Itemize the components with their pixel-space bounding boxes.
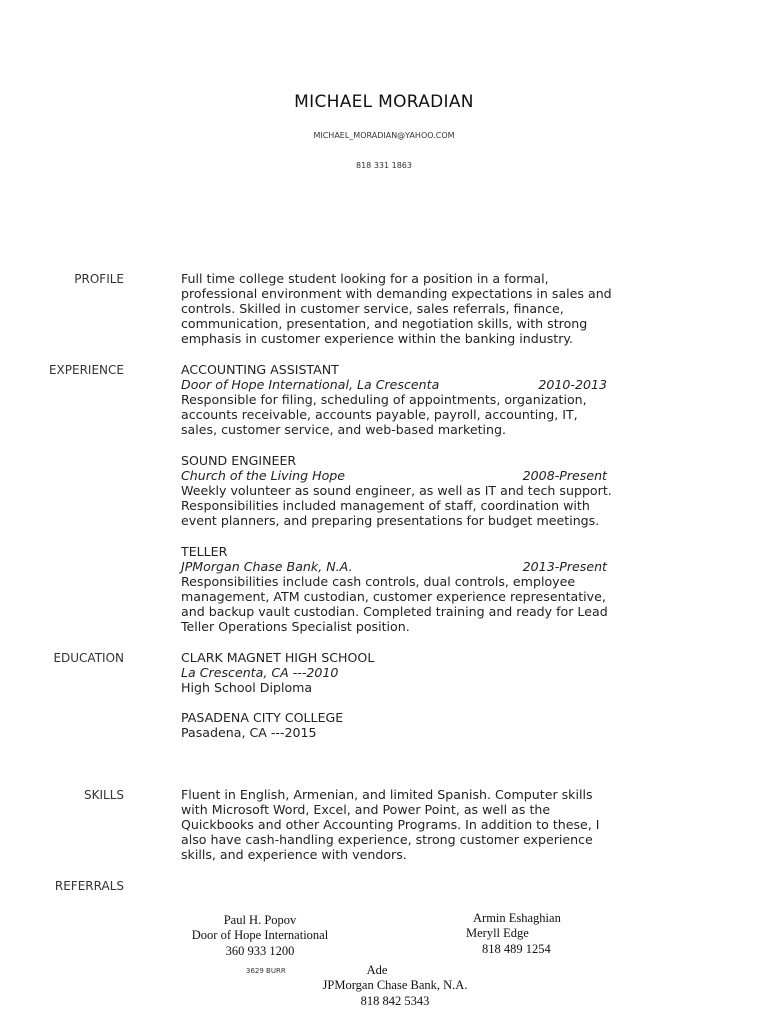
job-description-line: Weekly volunteer as sound engineer, as well as IT and tech support. (181, 483, 612, 499)
job-dates: 2008-Present (522, 468, 607, 484)
referral-2 (466, 911, 561, 957)
applicant-name: MICHAEL MORADIAN (294, 92, 474, 112)
section-label-experience: EXPERIENCE (48, 363, 124, 377)
profile-line: communication, presentation, and negotiation skills, with strong (181, 316, 588, 332)
job-organization: JPMorgan Chase Bank, N.A. (181, 559, 353, 575)
skills-text (181, 787, 621, 862)
job-description-line: Responsibilities include cash controls, dual controls, employee (181, 574, 576, 590)
experience-entry (181, 544, 621, 635)
profile-text (181, 271, 621, 346)
section-label-education: EDUCATION (53, 651, 124, 665)
referral-name: Paul H. Popov (223, 913, 297, 927)
school-name: PASADENA CITY COLLEGE (181, 710, 344, 725)
profile-line: emphasis in customer experience within the banking industry. (181, 331, 574, 347)
referral-1 (180, 913, 340, 959)
experience-entry (181, 453, 621, 528)
job-title: ACCOUNTING ASSISTANT (181, 362, 339, 377)
referral-name: Armin Eshaghian (473, 911, 561, 925)
job-description-line: Responsible for filing, scheduling of appointments, organization, (181, 392, 587, 408)
school-degree: High School Diploma (181, 680, 313, 696)
referral-organization: Door of Hope International (191, 928, 329, 943)
education-entry (181, 710, 621, 740)
job-title: SOUND ENGINEER (181, 453, 297, 468)
section-label-skills: SKILLS (83, 788, 124, 802)
profile-line: professional environment with demanding expectations in sales and (181, 286, 612, 302)
phone-number: 818 331 1863 (356, 161, 412, 170)
education-entry (181, 650, 621, 695)
referral-phone: 818 489 1254 (482, 941, 551, 956)
school-name: CLARK MAGNET HIGH SCHOOL (181, 650, 375, 665)
referral-phone: 360 933 1200 (225, 943, 295, 958)
job-description-line: Responsibilities included management of staff, coordination with (181, 498, 590, 514)
job-dates: 2013-Present (522, 559, 607, 575)
job-organization: Door of Hope International, La Crescenta (181, 377, 440, 393)
job-description-line: management, ATM custodian, customer experience representative, (181, 589, 606, 605)
skills-line: with Microsoft Word, Excel, and Power Point, as well as the (181, 802, 551, 818)
referral-organization: Meryll Edge (466, 926, 529, 941)
job-description-line: sales, customer service, and web-based marketing. (181, 422, 506, 438)
referral-organization: JPMorgan Chase Bank, N.A. (322, 978, 468, 993)
job-description-line: and backup vault custodian. Completed training and ready for Lead (181, 604, 608, 620)
referral-note: 3629 BURR (246, 967, 286, 975)
section-label-referrals: REFERRALS (54, 879, 124, 893)
skills-line: Fluent in English, Armenian, and limited Spanish. Computer skills (181, 787, 593, 802)
referral-3 (300, 963, 490, 1009)
email-address: MICHAEL_MORADIAN@YAHOO.COM (313, 131, 455, 140)
job-description-line: accounts receivable, accounts payable, payroll, accounting, IT, (181, 407, 578, 423)
referral-name: Ade (366, 963, 388, 977)
experience-entry (181, 362, 621, 437)
job-description-line: event planners, and preparing presentations for budget meetings. (181, 513, 600, 529)
job-description-line: Teller Operations Specialist position. (181, 619, 410, 635)
job-dates: 2010-2013 (538, 377, 607, 393)
skills-line: Quickbooks and other Accounting Programs. In addition to these, I (181, 817, 600, 833)
job-organization: Church of the Living Hope (181, 468, 346, 484)
school-location: La Crescenta, CA ---2010 (181, 665, 339, 681)
referral-phone: 818 842 5343 (360, 993, 430, 1008)
section-label-profile: PROFILE (74, 272, 124, 286)
skills-line: also have cash-handling experience, strong customer experience (181, 832, 593, 848)
job-title: TELLER (181, 544, 228, 559)
school-location: Pasadena, CA ---2015 (181, 725, 317, 741)
profile-line: controls. Skilled in customer service, sales referrals, finance, (181, 301, 564, 317)
profile-line: Full time college student looking for a position in a formal, (181, 271, 549, 286)
skills-line: skills, and experience with vendors. (181, 847, 407, 863)
